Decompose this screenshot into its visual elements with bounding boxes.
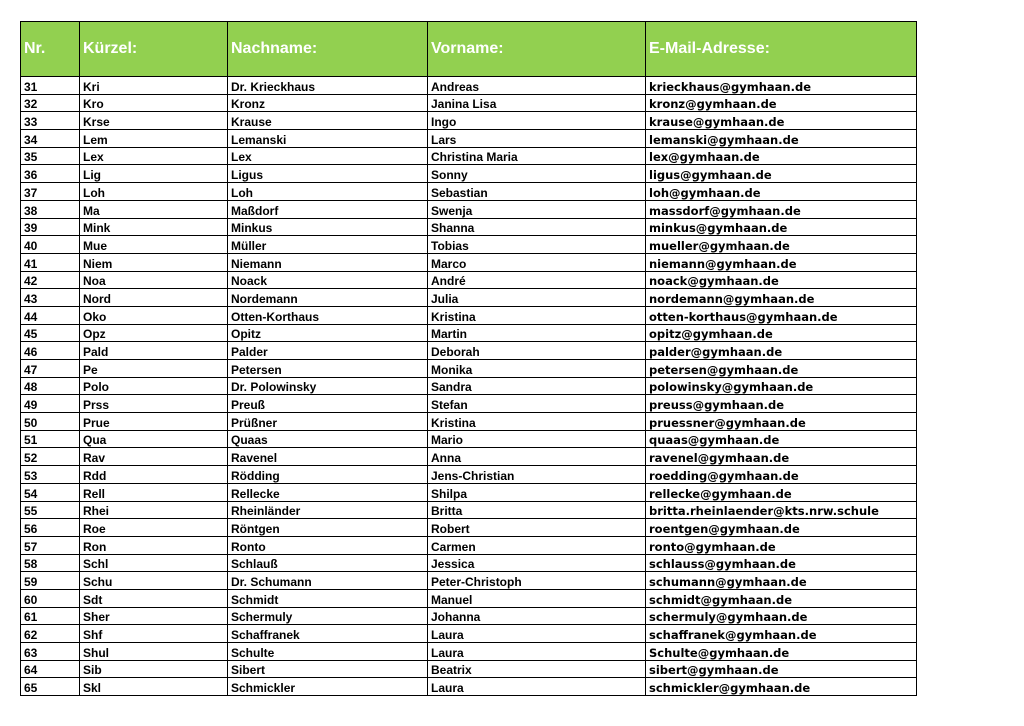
cell-kuerzel: Kri [80, 77, 228, 95]
cell-vorname: Sebastian [428, 183, 646, 201]
cell-nr: 51 [21, 430, 80, 448]
table-row [21, 554, 917, 572]
cell-email: ronto@gymhaan.de [646, 536, 917, 554]
table-body [21, 77, 917, 696]
table-row [21, 572, 917, 590]
cell-nr: 37 [21, 183, 80, 201]
cell-email: rellecke@gymhaan.de [646, 483, 917, 501]
table-row [21, 589, 917, 607]
cell-nachname: Schmickler [228, 678, 428, 696]
table-row [21, 643, 917, 661]
cell-vorname: Johanna [428, 607, 646, 625]
cell-email: schaffranek@gymhaan.de [646, 625, 917, 643]
table-row [21, 625, 917, 643]
cell-kuerzel: Lem [80, 130, 228, 148]
cell-email: britta.rheinlaender@kts.nrw.schule [646, 501, 917, 519]
table-row [21, 483, 917, 501]
cell-vorname: Laura [428, 643, 646, 661]
cell-nachname: Rödding [228, 466, 428, 484]
table-row [21, 147, 917, 165]
cell-vorname: Britta [428, 501, 646, 519]
cell-kuerzel: Schl [80, 554, 228, 572]
cell-nr: 36 [21, 165, 80, 183]
cell-nachname: Maßdorf [228, 200, 428, 218]
cell-email: polowinsky@gymhaan.de [646, 377, 917, 395]
table-row [21, 660, 917, 678]
header-nr: Nr. [21, 22, 80, 77]
cell-email: lex@gymhaan.de [646, 147, 917, 165]
cell-nachname: Schermuly [228, 607, 428, 625]
cell-email: sibert@gymhaan.de [646, 660, 917, 678]
cell-vorname: Marco [428, 253, 646, 271]
cell-kuerzel: Skl [80, 678, 228, 696]
cell-kuerzel: Shul [80, 643, 228, 661]
cell-nachname: Otten-Korthaus [228, 306, 428, 324]
cell-nr: 42 [21, 271, 80, 289]
table-row [21, 519, 917, 537]
cell-kuerzel: Mue [80, 236, 228, 254]
cell-nr: 44 [21, 306, 80, 324]
cell-vorname: Robert [428, 519, 646, 537]
table-row [21, 377, 917, 395]
cell-nr: 64 [21, 660, 80, 678]
cell-email: Schulte@gymhaan.de [646, 643, 917, 661]
cell-nr: 56 [21, 519, 80, 537]
cell-nachname: Rheinländer [228, 501, 428, 519]
cell-email: nordemann@gymhaan.de [646, 289, 917, 307]
cell-email: roentgen@gymhaan.de [646, 519, 917, 537]
cell-kuerzel: Sib [80, 660, 228, 678]
cell-email: kronz@gymhaan.de [646, 94, 917, 112]
cell-kuerzel: Lig [80, 165, 228, 183]
cell-kuerzel: Krse [80, 112, 228, 130]
cell-vorname: Manuel [428, 589, 646, 607]
cell-email: opitz@gymhaan.de [646, 324, 917, 342]
cell-vorname: André [428, 271, 646, 289]
cell-nachname: Lemanski [228, 130, 428, 148]
table-row [21, 253, 917, 271]
cell-nr: 60 [21, 589, 80, 607]
cell-nachname: Ligus [228, 165, 428, 183]
cell-nachname: Rellecke [228, 483, 428, 501]
cell-kuerzel: Niem [80, 253, 228, 271]
cell-nachname: Schaffranek [228, 625, 428, 643]
cell-vorname: Sonny [428, 165, 646, 183]
cell-vorname: Kristina [428, 306, 646, 324]
cell-nachname: Sibert [228, 660, 428, 678]
cell-nr: 40 [21, 236, 80, 254]
cell-kuerzel: Mink [80, 218, 228, 236]
cell-email: ligus@gymhaan.de [646, 165, 917, 183]
cell-nr: 41 [21, 253, 80, 271]
cell-kuerzel: Sher [80, 607, 228, 625]
table-row [21, 165, 917, 183]
cell-email: quaas@gymhaan.de [646, 430, 917, 448]
cell-kuerzel: Polo [80, 377, 228, 395]
cell-vorname: Tobias [428, 236, 646, 254]
cell-nachname: Dr. Krieckhaus [228, 77, 428, 95]
cell-kuerzel: Rdd [80, 466, 228, 484]
cell-email: mueller@gymhaan.de [646, 236, 917, 254]
cell-kuerzel: Nord [80, 289, 228, 307]
table-row [21, 200, 917, 218]
cell-kuerzel: Roe [80, 519, 228, 537]
cell-email: schmickler@gymhaan.de [646, 678, 917, 696]
table-row [21, 360, 917, 378]
cell-vorname: Monika [428, 360, 646, 378]
table-row [21, 289, 917, 307]
cell-nr: 33 [21, 112, 80, 130]
cell-nr: 65 [21, 678, 80, 696]
cell-vorname: Deborah [428, 342, 646, 360]
cell-nr: 50 [21, 413, 80, 431]
cell-nachname: Müller [228, 236, 428, 254]
table-row [21, 536, 917, 554]
cell-kuerzel: Prss [80, 395, 228, 413]
cell-nr: 62 [21, 625, 80, 643]
table-row [21, 678, 917, 696]
cell-nachname: Krause [228, 112, 428, 130]
cell-vorname: Laura [428, 678, 646, 696]
cell-nr: 39 [21, 218, 80, 236]
cell-nachname: Ronto [228, 536, 428, 554]
cell-nachname: Noack [228, 271, 428, 289]
cell-email: roedding@gymhaan.de [646, 466, 917, 484]
cell-nachname: Prüßner [228, 413, 428, 431]
cell-email: noack@gymhaan.de [646, 271, 917, 289]
cell-nr: 55 [21, 501, 80, 519]
cell-nr: 32 [21, 94, 80, 112]
header-nachname: Nachname: [228, 22, 428, 77]
table-row [21, 430, 917, 448]
cell-email: niemann@gymhaan.de [646, 253, 917, 271]
header-vorname: Vorname: [428, 22, 646, 77]
cell-email: ravenel@gymhaan.de [646, 448, 917, 466]
cell-kuerzel: Oko [80, 306, 228, 324]
cell-email: lemanski@gymhaan.de [646, 130, 917, 148]
cell-kuerzel: Shf [80, 625, 228, 643]
cell-vorname: Janina Lisa [428, 94, 646, 112]
cell-email: loh@gymhaan.de [646, 183, 917, 201]
cell-kuerzel: Kro [80, 94, 228, 112]
cell-nachname: Minkus [228, 218, 428, 236]
cell-nachname: Palder [228, 342, 428, 360]
cell-email: schumann@gymhaan.de [646, 572, 917, 590]
cell-email: petersen@gymhaan.de [646, 360, 917, 378]
cell-nr: 61 [21, 607, 80, 625]
cell-nachname: Opitz [228, 324, 428, 342]
cell-nachname: Schlauß [228, 554, 428, 572]
header-kuerzel: Kürzel: [80, 22, 228, 77]
table-row [21, 448, 917, 466]
cell-kuerzel: Rav [80, 448, 228, 466]
cell-kuerzel: Lex [80, 147, 228, 165]
cell-vorname: Laura [428, 625, 646, 643]
table-row [21, 413, 917, 431]
cell-nr: 38 [21, 200, 80, 218]
cell-kuerzel: Prue [80, 413, 228, 431]
cell-email: otten-korthaus@gymhaan.de [646, 306, 917, 324]
cell-nr: 53 [21, 466, 80, 484]
cell-nachname: Nordemann [228, 289, 428, 307]
cell-kuerzel: Pe [80, 360, 228, 378]
cell-vorname: Mario [428, 430, 646, 448]
cell-vorname: Kristina [428, 413, 646, 431]
header-row [21, 22, 917, 77]
cell-vorname: Christina Maria [428, 147, 646, 165]
cell-nachname: Ravenel [228, 448, 428, 466]
cell-nachname: Loh [228, 183, 428, 201]
table-row [21, 501, 917, 519]
table-row [21, 94, 917, 112]
table-row [21, 306, 917, 324]
cell-email: schlauss@gymhaan.de [646, 554, 917, 572]
cell-vorname: Peter-Christoph [428, 572, 646, 590]
cell-nachname: Niemann [228, 253, 428, 271]
cell-nachname: Dr. Schumann [228, 572, 428, 590]
staff-table [20, 21, 917, 696]
cell-email: palder@gymhaan.de [646, 342, 917, 360]
cell-kuerzel: Pald [80, 342, 228, 360]
cell-kuerzel: Qua [80, 430, 228, 448]
cell-nachname: Preuß [228, 395, 428, 413]
cell-vorname: Swenja [428, 200, 646, 218]
cell-kuerzel: Schu [80, 572, 228, 590]
cell-nr: 52 [21, 448, 80, 466]
cell-email: pruessner@gymhaan.de [646, 413, 917, 431]
cell-nr: 54 [21, 483, 80, 501]
cell-vorname: Sandra [428, 377, 646, 395]
cell-nr: 31 [21, 77, 80, 95]
cell-vorname: Andreas [428, 77, 646, 95]
cell-email: minkus@gymhaan.de [646, 218, 917, 236]
cell-vorname: Martin [428, 324, 646, 342]
cell-nachname: Schmidt [228, 589, 428, 607]
cell-nachname: Quaas [228, 430, 428, 448]
cell-email: schermuly@gymhaan.de [646, 607, 917, 625]
cell-nr: 58 [21, 554, 80, 572]
cell-vorname: Stefan [428, 395, 646, 413]
cell-nr: 45 [21, 324, 80, 342]
table-row [21, 271, 917, 289]
table-row [21, 395, 917, 413]
table-row [21, 218, 917, 236]
cell-nachname: Schulte [228, 643, 428, 661]
table-row [21, 77, 917, 95]
cell-vorname: Shilpa [428, 483, 646, 501]
table-row [21, 183, 917, 201]
cell-nr: 63 [21, 643, 80, 661]
cell-nr: 47 [21, 360, 80, 378]
cell-vorname: Lars [428, 130, 646, 148]
cell-email: krause@gymhaan.de [646, 112, 917, 130]
table-row [21, 342, 917, 360]
cell-kuerzel: Rell [80, 483, 228, 501]
cell-kuerzel: Loh [80, 183, 228, 201]
cell-vorname: Shanna [428, 218, 646, 236]
cell-vorname: Jens-Christian [428, 466, 646, 484]
cell-kuerzel: Ron [80, 536, 228, 554]
cell-nr: 49 [21, 395, 80, 413]
cell-nachname: Kronz [228, 94, 428, 112]
cell-nachname: Petersen [228, 360, 428, 378]
cell-email: schmidt@gymhaan.de [646, 589, 917, 607]
cell-vorname: Beatrix [428, 660, 646, 678]
table-row [21, 112, 917, 130]
cell-vorname: Ingo [428, 112, 646, 130]
table-row [21, 607, 917, 625]
cell-nr: 34 [21, 130, 80, 148]
cell-kuerzel: Sdt [80, 589, 228, 607]
cell-email: krieckhaus@gymhaan.de [646, 77, 917, 95]
cell-vorname: Julia [428, 289, 646, 307]
cell-nr: 43 [21, 289, 80, 307]
header-email: E-Mail-Adresse: [646, 22, 917, 77]
table-row [21, 324, 917, 342]
table-row [21, 466, 917, 484]
cell-email: preuss@gymhaan.de [646, 395, 917, 413]
cell-nachname: Röntgen [228, 519, 428, 537]
cell-nachname: Dr. Polowinsky [228, 377, 428, 395]
cell-vorname: Anna [428, 448, 646, 466]
cell-vorname: Jessica [428, 554, 646, 572]
cell-nr: 57 [21, 536, 80, 554]
cell-kuerzel: Opz [80, 324, 228, 342]
cell-nr: 48 [21, 377, 80, 395]
cell-kuerzel: Noa [80, 271, 228, 289]
table-row [21, 130, 917, 148]
cell-nachname: Lex [228, 147, 428, 165]
cell-nr: 59 [21, 572, 80, 590]
cell-kuerzel: Ma [80, 200, 228, 218]
cell-vorname: Carmen [428, 536, 646, 554]
cell-email: massdorf@gymhaan.de [646, 200, 917, 218]
table-row [21, 236, 917, 254]
cell-nr: 35 [21, 147, 80, 165]
cell-kuerzel: Rhei [80, 501, 228, 519]
cell-nr: 46 [21, 342, 80, 360]
